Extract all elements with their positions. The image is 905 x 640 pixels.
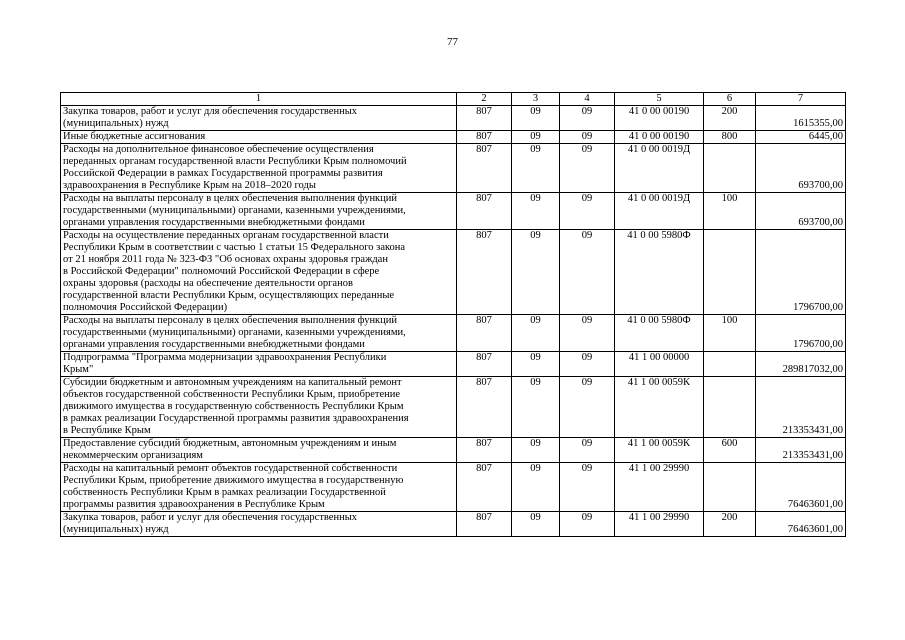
table-row (61, 377, 846, 438)
subsection-code-cell: 09 (560, 193, 615, 230)
target-article-cell: 41 0 00 00190 (615, 131, 704, 144)
expense-name-cell (61, 144, 457, 193)
expense-type-cell: 100 (704, 193, 756, 230)
table-row (61, 193, 846, 230)
expense-name-line: Закупка товаров, работ и услуг для обеспечения государственных (63, 512, 358, 523)
expense-type-cell (704, 463, 756, 512)
expense-name-line: объектов государственной собственности Республики Крым, приобретение (63, 389, 401, 400)
table-header-row (61, 93, 846, 106)
expense-name-line: Расходы на осуществление переданных органам государственной власти (63, 230, 389, 241)
target-article-cell: 41 1 00 0059К (615, 438, 704, 463)
table-row (61, 106, 846, 131)
expense-name-line: Подпрограмма "Программа модернизации здравоохранения Республики (63, 352, 387, 363)
expense-name-line: государственной власти Республики Крым, осуществляющих переданные (63, 290, 395, 301)
ministry-code-cell: 807 (457, 144, 512, 193)
amount-cell: 693700,00 (756, 193, 846, 230)
expense-name-cell (61, 131, 457, 144)
table-row (61, 512, 846, 537)
expense-type-cell (704, 230, 756, 315)
expense-name-line: Крым" (63, 364, 94, 375)
column-header: 2 (457, 93, 512, 106)
column-header: 6 (704, 93, 756, 106)
ministry-code-cell: 807 (457, 106, 512, 131)
section-code-cell: 09 (512, 463, 560, 512)
section-code-cell: 09 (512, 377, 560, 438)
expense-name-cell (61, 193, 457, 230)
ministry-code-cell: 807 (457, 377, 512, 438)
ministry-code-cell: 807 (457, 315, 512, 352)
table-row (61, 144, 846, 193)
expense-name-line: собственность Республики Крым в рамках реализации Государственной (63, 487, 386, 498)
expense-name-line: в Республике Крым (63, 425, 151, 436)
expense-name-line: органами управления государственными внебюджетными фондами (63, 339, 365, 350)
column-header: 4 (560, 93, 615, 106)
expense-name-line: (муниципальных) нужд (63, 524, 169, 535)
target-article-cell: 41 0 00 0019Д (615, 144, 704, 193)
amount-cell: 693700,00 (756, 144, 846, 193)
subsection-code-cell: 09 (560, 131, 615, 144)
expense-name-line: переданных органам государственной власти Республики Крым полномочий (63, 156, 407, 167)
target-article-cell: 41 0 00 5980Ф (615, 315, 704, 352)
table-row (61, 315, 846, 352)
target-article-cell: 41 1 00 29990 (615, 512, 704, 537)
table-row (61, 438, 846, 463)
column-header: 5 (615, 93, 704, 106)
page-number: 77 (447, 36, 458, 48)
expense-type-cell: 800 (704, 131, 756, 144)
expense-name-line: Иные бюджетные ассигнования (63, 131, 206, 142)
column-header: 1 (61, 93, 457, 106)
subsection-code-cell: 09 (560, 230, 615, 315)
amount-cell: 213353431,00 (756, 377, 846, 438)
expense-name-line: (муниципальных) нужд (63, 118, 169, 129)
target-article-cell: 41 0 00 0019Д (615, 193, 704, 230)
expense-type-cell: 200 (704, 106, 756, 131)
expense-name-line: органами управления государственными внебюджетными фондами (63, 217, 365, 228)
subsection-code-cell: 09 (560, 463, 615, 512)
table-body (61, 106, 846, 537)
column-header: 7 (756, 93, 846, 106)
expense-name-cell (61, 352, 457, 377)
expense-type-cell (704, 144, 756, 193)
amount-cell: 76463601,00 (756, 463, 846, 512)
section-code-cell: 09 (512, 131, 560, 144)
target-article-cell: 41 0 00 00190 (615, 106, 704, 131)
section-code-cell: 09 (512, 106, 560, 131)
amount-cell: 1615355,00 (756, 106, 846, 131)
expense-type-cell (704, 352, 756, 377)
expense-type-cell: 200 (704, 512, 756, 537)
expense-name-line: в рамках реализации Государственной программы развития здравоохранения (63, 413, 409, 424)
expense-name-line: здравоохранения в Республике Крым на 2018–2020 годы (63, 180, 316, 191)
section-code-cell: 09 (512, 438, 560, 463)
expense-type-cell: 600 (704, 438, 756, 463)
amount-cell: 213353431,00 (756, 438, 846, 463)
expense-name-line: некоммерческим организациям (63, 450, 203, 461)
expense-name-cell (61, 512, 457, 537)
expense-type-cell (704, 377, 756, 438)
section-code-cell: 09 (512, 230, 560, 315)
subsection-code-cell: 09 (560, 438, 615, 463)
target-article-cell: 41 1 00 0059К (615, 377, 704, 438)
expense-name-line: государственными (муниципальными) органами, казенными учреждениями, (63, 327, 406, 338)
table-row (61, 463, 846, 512)
target-article-cell: 41 0 00 5980Ф (615, 230, 704, 315)
ministry-code-cell: 807 (457, 193, 512, 230)
expense-name-cell (61, 377, 457, 438)
amount-cell: 289817032,00 (756, 352, 846, 377)
ministry-code-cell: 807 (457, 230, 512, 315)
subsection-code-cell: 09 (560, 315, 615, 352)
expense-name-line: Субсидии бюджетным и автономным учреждениям на капитальный ремонт (63, 377, 402, 388)
ministry-code-cell: 807 (457, 463, 512, 512)
expense-name-line: Республики Крым, приобретение движимого имущества в государственную (63, 475, 404, 486)
expense-name-line: Расходы на дополнительное финансовое обеспечение осуществления (63, 144, 374, 155)
expense-name-line: Расходы на капитальный ремонт объектов государственной собственности (63, 463, 398, 474)
expense-name-line: от 21 ноября 2011 года № 323-ФЗ "Об основах охраны здоровья граждан (63, 254, 388, 265)
expense-name-line: Закупка товаров, работ и услуг для обеспечения государственных (63, 106, 358, 117)
expense-name-line: Республики Крым в соответствии с частью 1 статьи 15 Федерального закона (63, 242, 406, 253)
expense-name-cell (61, 230, 457, 315)
table-row (61, 230, 846, 315)
budget-table (60, 92, 846, 537)
ministry-code-cell: 807 (457, 352, 512, 377)
amount-cell: 1796700,00 (756, 230, 846, 315)
ministry-code-cell: 807 (457, 438, 512, 463)
expense-name-cell (61, 438, 457, 463)
ministry-code-cell: 807 (457, 512, 512, 537)
section-code-cell: 09 (512, 512, 560, 537)
expense-name-line: Расходы на выплаты персоналу в целях обеспечения выполнения функций (63, 315, 398, 326)
section-code-cell: 09 (512, 144, 560, 193)
expense-type-cell: 100 (704, 315, 756, 352)
amount-cell: 76463601,00 (756, 512, 846, 537)
expense-name-line: движимого имущества в государственную собственность Республики Крым (63, 401, 404, 412)
expense-name-line: Расходы на выплаты персоналу в целях обеспечения выполнения функций (63, 193, 398, 204)
table-row (61, 352, 846, 377)
expense-name-line: полномочия Российской Федерации) (63, 302, 228, 313)
subsection-code-cell: 09 (560, 106, 615, 131)
amount-cell: 1796700,00 (756, 315, 846, 352)
expense-name-cell (61, 106, 457, 131)
expense-name-cell (61, 315, 457, 352)
column-header: 3 (512, 93, 560, 106)
expense-name-line: в Российской Федерации" полномочий Российской Федерации в сфере (63, 266, 380, 277)
expense-name-line: Предоставление субсидий бюджетным, автономным учреждениям и иным (63, 438, 397, 449)
table-row (61, 131, 846, 144)
amount-cell: 6445,00 (756, 131, 846, 144)
expense-name-line: программы развития здравоохранения в Республике Крым (63, 499, 325, 510)
subsection-code-cell: 09 (560, 377, 615, 438)
expense-name-line: охраны здоровья (расходы на обеспечение деятельности органов (63, 278, 353, 289)
expense-name-cell (61, 463, 457, 512)
section-code-cell: 09 (512, 193, 560, 230)
subsection-code-cell: 09 (560, 512, 615, 537)
ministry-code-cell: 807 (457, 131, 512, 144)
expense-name-line: Российской Федерации в рамках Государственной программы развития (63, 168, 383, 179)
section-code-cell: 09 (512, 315, 560, 352)
target-article-cell: 41 1 00 29990 (615, 463, 704, 512)
subsection-code-cell: 09 (560, 352, 615, 377)
expense-name-line: государственными (муниципальными) органами, казенными учреждениями, (63, 205, 406, 216)
section-code-cell: 09 (512, 352, 560, 377)
subsection-code-cell: 09 (560, 144, 615, 193)
target-article-cell: 41 1 00 00000 (615, 352, 704, 377)
